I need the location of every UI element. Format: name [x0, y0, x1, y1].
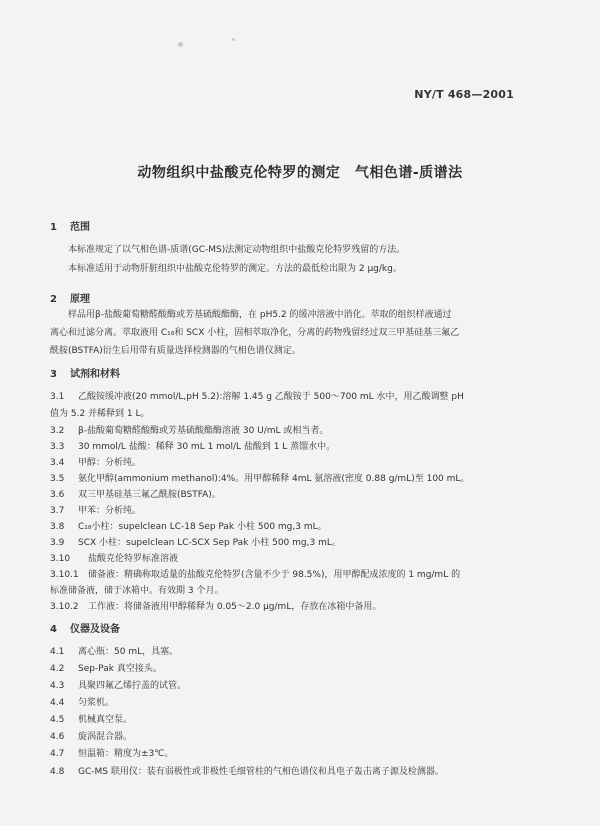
item-number: 3.10.2 — [50, 602, 79, 612]
item-number: 4.3 — [50, 681, 65, 691]
item-text: 甲苯：分析纯。 — [78, 506, 142, 516]
item-text: 盐酸克伦特罗标准溶液 — [88, 554, 179, 564]
item-text: 具聚四氟乙烯拧盖的试管。 — [78, 681, 187, 691]
instrument-item — [50, 678, 186, 691]
reagent-item — [50, 551, 178, 564]
reagent-item — [50, 455, 141, 468]
section-heading-scope — [50, 218, 90, 233]
item-text: 氨化甲醇(ammonium methanol):4%。用甲醇稀释 4mL 氨溶液(密度 0.88 g/mL)至 100 mL。 — [78, 474, 470, 484]
item-number: 3.2 — [50, 426, 65, 436]
scan-speck — [178, 42, 183, 47]
item-number: 4.5 — [50, 715, 65, 725]
document-title: 动物组织中盐酸克伦特罗的测定 气相色谱-质谱法 — [137, 165, 463, 181]
instrument-item — [50, 695, 114, 708]
scope-paragraph-2: 本标准适用于动物肝脏组织中盐酸克伦特罗的测定。方法的最低检出限为 2 μg/kg。 — [68, 264, 402, 274]
item-number: 3.6 — [50, 490, 65, 500]
instrument-item — [50, 644, 178, 657]
item-text: 工作液：将储备液用甲醇稀释为 0.05～2.0 μg/mL，存放在冰箱中备用。 — [88, 602, 382, 612]
section-heading-principle — [50, 290, 90, 305]
item-number: 4.4 — [50, 698, 65, 708]
instrument-item — [50, 746, 173, 759]
section-heading-instruments — [50, 620, 120, 635]
section-title: 仪器及设备 — [70, 624, 120, 635]
item-text: β-盐酸葡萄糖醛酸酶或芳基硫酸酯酶溶液 30 U/mL 或相当者。 — [78, 426, 329, 436]
item-number: 3.5 — [50, 474, 65, 484]
item-text: GC-MS 联用仪：装有弱极性或非极性毛细管柱的气相色谱仪和具电子轰击离子源及检测器。 — [78, 767, 444, 777]
item-number: 4.2 — [50, 664, 65, 674]
section-number: 3 — [50, 369, 57, 380]
reagent-item — [50, 439, 335, 452]
item-number: 3.4 — [50, 458, 65, 468]
item-number: 4.1 — [50, 647, 65, 657]
item-text: 乙酸铵缓冲液(20 mmol/L,pH 5.2):溶解 1.45 g 乙酸铵于 500～700 mL 水中，用乙酸调整 pH — [78, 392, 464, 402]
item-text: C₁₈小柱：supelclean LC-18 Sep Pak 小柱 500 mg,3 mL。 — [78, 522, 327, 532]
item-number: 3.7 — [50, 506, 65, 516]
item-continuation: 标准储备液，储于冰箱中。有效期 3 个月。 — [50, 586, 224, 596]
section-title: 试剂和材料 — [70, 369, 120, 380]
item-text: 匀浆机。 — [78, 698, 115, 708]
instrument-item — [50, 661, 162, 674]
instrument-item — [50, 764, 444, 777]
item-text: 双三甲基硅基三氟乙酰胺(BSTFA)。 — [78, 490, 221, 500]
item-number: 4.6 — [50, 732, 65, 742]
item-text: 离心瓶：50 mL，具塞。 — [78, 647, 179, 657]
item-text: 30 mmol/L 盐酸：稀释 30 mL 1 mol/L 盐酸到 1 L 蒸馏水中。 — [78, 442, 336, 452]
section-title: 范围 — [70, 222, 90, 233]
item-text: Sep-Pak 真空接头。 — [78, 664, 162, 674]
item-number: 3.1 — [50, 392, 65, 402]
section-number: 2 — [50, 294, 57, 305]
reagent-item — [50, 471, 469, 484]
section-heading-reagents — [50, 365, 120, 380]
reagent-item — [50, 567, 460, 580]
reagent-item — [50, 487, 221, 500]
item-text: 甲醇：分析纯。 — [78, 458, 142, 468]
item-number: 4.7 — [50, 749, 65, 759]
item-number: 3.10.1 — [50, 570, 79, 580]
principle-line-3: 酰胺(BSTFA)衍生后用带有质量选择检测器的气相色谱仪测定。 — [50, 346, 301, 356]
reagent-item — [50, 599, 381, 612]
instrument-item — [50, 712, 132, 725]
item-number: 3.10 — [50, 554, 71, 564]
instrument-item — [50, 729, 132, 742]
scope-paragraph-1: 本标准规定了以气相色谱-质谱(GC-MS)法测定动物组织中盐酸克伦特罗残留的方法。 — [68, 245, 406, 255]
principle-line-2: 离心和过滤分离。萃取液用 C₁₈和 SCX 小柱，固相萃取净化，分离的药物残留经过双三甲基硅基三氟乙 — [50, 328, 460, 338]
scan-speck — [232, 38, 235, 41]
reagent-item — [50, 389, 464, 402]
principle-line-1: 样品用β-盐酸葡萄糖醛酸酶或芳基硫酸酯酶，在 pH5.2 的缓冲溶液中消化。萃取的组织样液通过 — [68, 310, 452, 320]
section-number: 1 — [50, 222, 57, 233]
item-continuation: 值为 5.2 并稀释到 1 L。 — [50, 409, 150, 419]
item-number: 3.9 — [50, 538, 65, 548]
item-text: 旋涡混合器。 — [78, 732, 133, 742]
item-text: 机械真空泵。 — [78, 715, 133, 725]
item-text: 恒温箱：精度为±3℃。 — [78, 749, 174, 759]
item-number: 4.8 — [50, 767, 65, 777]
item-text: SCX 小柱：supelclean LC-SCX Sep Pak 小柱 500 mg,3 mL。 — [78, 538, 341, 548]
reagent-item — [50, 503, 141, 516]
section-title: 原理 — [70, 294, 90, 305]
item-number: 3.8 — [50, 522, 65, 532]
item-number: 3.3 — [50, 442, 65, 452]
section-number: 4 — [50, 624, 57, 635]
document-code: NY/T 468—2001 — [414, 88, 514, 101]
item-text: 储备液：精确称取适量的盐酸克伦特罗(含量不少于 98.5%)，用甲醇配成浓度的 1 mg/mL 的 — [88, 570, 461, 580]
reagent-item — [50, 535, 341, 548]
reagent-item — [50, 423, 328, 436]
reagent-item — [50, 519, 327, 532]
